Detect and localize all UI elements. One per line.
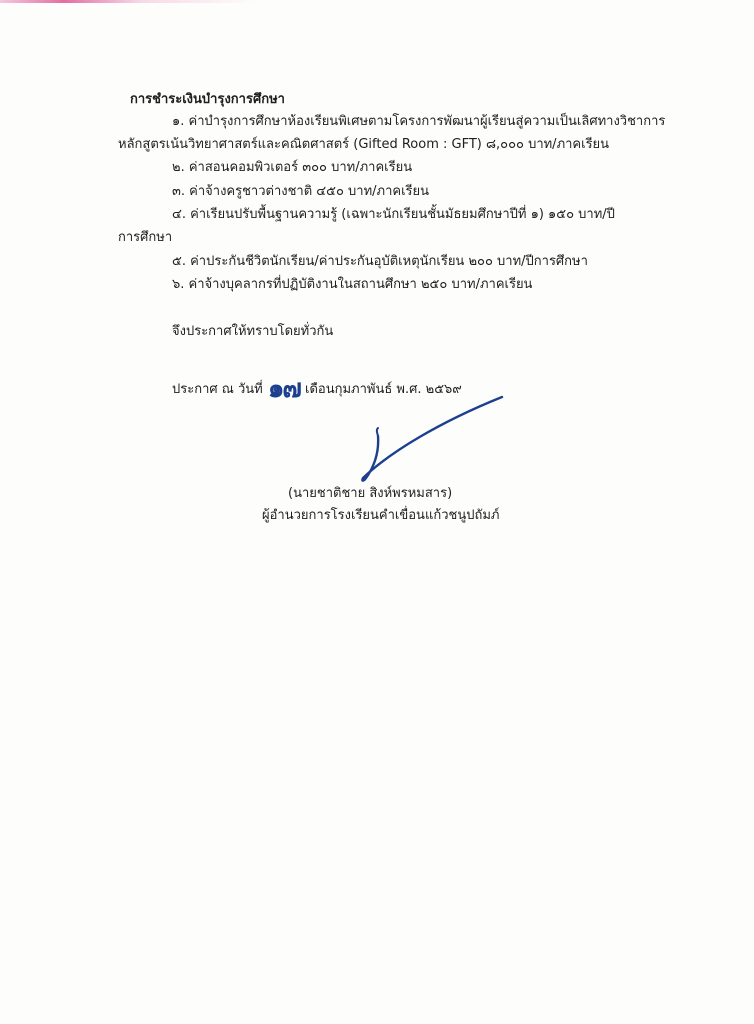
- handwritten-signature: [330, 392, 520, 492]
- signer-title: ผู้อำนวยการโรงเรียนคำเขื่อนแก้วชนูปถัมภ์: [262, 508, 500, 523]
- fee-item-4-line-1: ๔. ค่าเรียนปรับพื้นฐานความรู้ (เฉพาะนักเรียนชั้นมัธยมศึกษาปีที่ ๑) ๑๕๐ บาท/ปี: [172, 207, 615, 222]
- fee-item-3: ๓. ค่าจ้างครูชาวต่างชาติ ๔๕๐ บาท/ภาคเรียน: [172, 184, 430, 199]
- section-heading: การชำระเงินบำรุงการศึกษา: [130, 92, 285, 107]
- fee-item-5: ๕. ค่าประกันชีวิตนักเรียน/ค่าประกันอุบัติเหตุนักเรียน ๒๐๐ บาท/ปีการศึกษา: [172, 254, 588, 269]
- fee-item-1-line-1: ๑. ค่าบำรุงการศึกษาห้องเรียนพิเศษตามโครงการพัฒนาผู้เรียนสู่ความเป็นเลิศทางวิชาการ: [172, 114, 666, 129]
- date-prefix: ประกาศ ณ วันที่: [172, 382, 263, 397]
- fee-item-6: ๖. ค่าจ้างบุคลากรที่ปฏิบัติงานในสถานศึกษา ๒๕๐ บาท/ภาคเรียน: [172, 277, 533, 292]
- fee-item-2: ๒. ค่าสอนคอมพิวเตอร์ ๓๐๐ บาท/ภาคเรียน: [172, 160, 413, 175]
- fee-item-4-line-2: การศึกษา: [118, 230, 173, 245]
- announcement-text: จึงประกาศให้ทราบโดยทั่วกัน: [172, 324, 334, 339]
- scan-edge-strip: [0, 0, 640, 3]
- handwritten-day: ๑๗: [267, 374, 300, 404]
- fee-item-1-line-2: หลักสูตรเน้นวิทยาศาสตร์และคณิตศาสตร์ (Gifted Room : GFT) ๘,๐๐๐ บาท/ภาคเรียน: [118, 137, 610, 152]
- date-suffix: เดือนกุมภาพันธ์ พ.ศ. ๒๕๖๙: [305, 382, 462, 397]
- signer-name: (นายชาติชาย สิงห์พรหมสาร): [288, 486, 453, 501]
